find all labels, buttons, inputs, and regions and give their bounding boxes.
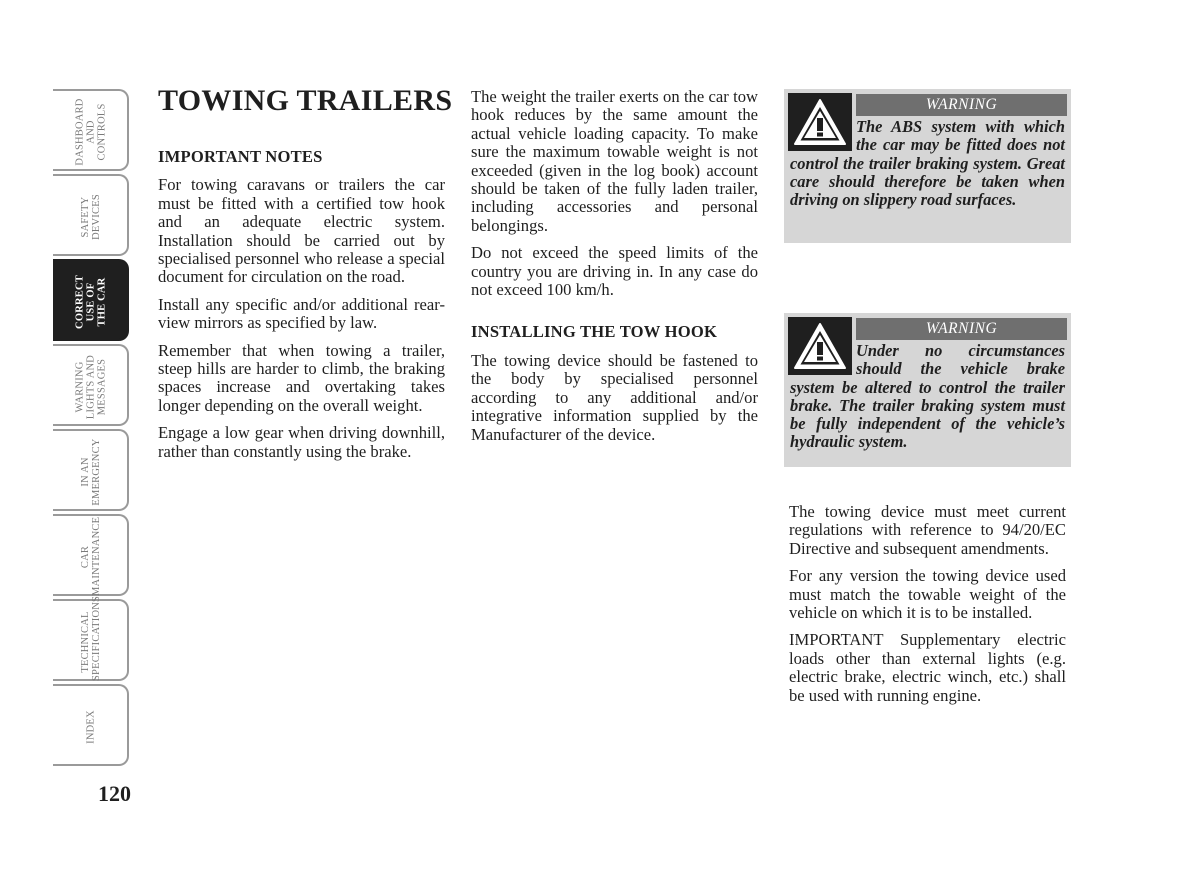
paragraph: Engage a low gear when driving downhill, rather than constantly using the brake. [158,423,445,461]
tab-in-an-emergency[interactable] [53,429,129,511]
tab-label: INDEX [85,710,97,744]
paragraph: IMPORTANT Supplementary electric loads other than external lights (e.g. electric brake, electric winch, etc.) shall be used with running engine. [789,630,1066,705]
warning-text: Under no circumstances should the vehicle brake system be altered to control the trailer brake. The trailer braking system must be fully independent of the vehicle’s hydraulic system. [790,341,1065,452]
tab-technical-specifications[interactable] [53,595,129,681]
paragraph: Install any specific and/or additional rear-view mirrors as specified by law. [158,294,445,333]
column-trailer-weight [471,88,758,453]
warning-title: WARNING [856,318,1067,340]
tab-label: IN AN EMERGENCY [80,438,102,506]
tab-correct-use-of-the-car[interactable] [53,259,129,341]
paragraph: Do not exceed the speed limits of the country you are driving in. In any case do not exceed 100 km/h. [471,243,758,300]
tab-car-maintenance[interactable] [53,514,129,596]
warning-text: The ABS system with which the car may be fitted does not control the trailer braking system. Great care should therefore be taken when driving on slippery road surfaces. [790,117,1065,210]
tab-label: SAFETY DEVICES [80,194,102,240]
tab-safety-devices[interactable] [53,174,129,256]
warning-box-brake-system [784,313,1071,467]
tab-dashboard-and-controls[interactable] [53,89,129,171]
paragraph: For towing caravans or trailers the car must be fitted with a certified tow hook and an adequate electric system. Installation should be carried out by specialised personnel who release a special document for circulation on the road. [158,175,445,287]
paragraph: The towing device should be fastened to the body by specialised personnel according to any additional and/or integrative information supplied by the Manufacturer of the device. [471,350,758,444]
column-tow-device-regulations [789,503,1066,714]
tab-label: WARNING LIGHTS AND MESSAGES [74,354,108,420]
tab-label: CORRECT USE OF THE CAR [74,275,108,329]
tab-label: TECHNICAL SPECIFICATIONS [80,595,102,681]
warning-box-abs [784,89,1071,243]
section-heading-installing-tow-hook: INSTALLING THE TOW HOOK [471,322,718,342]
warning-title: WARNING [856,94,1067,116]
column-important-notes [158,84,453,470]
page-number: 120 [98,781,131,806]
paragraph: Remember that when towing a trailer, steep hills are harder to climb, the braking spaces increase and overtaking takes longer depending on the overall weight. [158,340,445,415]
tab-warning-lights-and-messages[interactable] [53,344,129,426]
tab-index[interactable] [53,684,129,766]
paragraph: For any version the towing device used must match the towable weight of the vehicle on which it is to be installed. [789,566,1066,623]
paragraph: The towing device must meet current regulations with reference to 94/20/EC Directive and subsequent amendments. [789,502,1066,558]
section-heading-important-notes: IMPORTANT NOTES [158,147,323,166]
tab-label: CAR MAINTENANCE [80,516,102,596]
page-title: TOWING TRAILERS [158,84,453,117]
tab-label: DASHBOARD AND CONTROLS [74,98,108,166]
paragraph: The weight the trailer exerts on the car tow hook reduces by the same amount the actual vehicle loading capacity. To make sure the maximum towable weight is not exceeded (given in the log book) account should be taken of the fully laden trailer, including accessories and personal belongings. [471,87,758,235]
